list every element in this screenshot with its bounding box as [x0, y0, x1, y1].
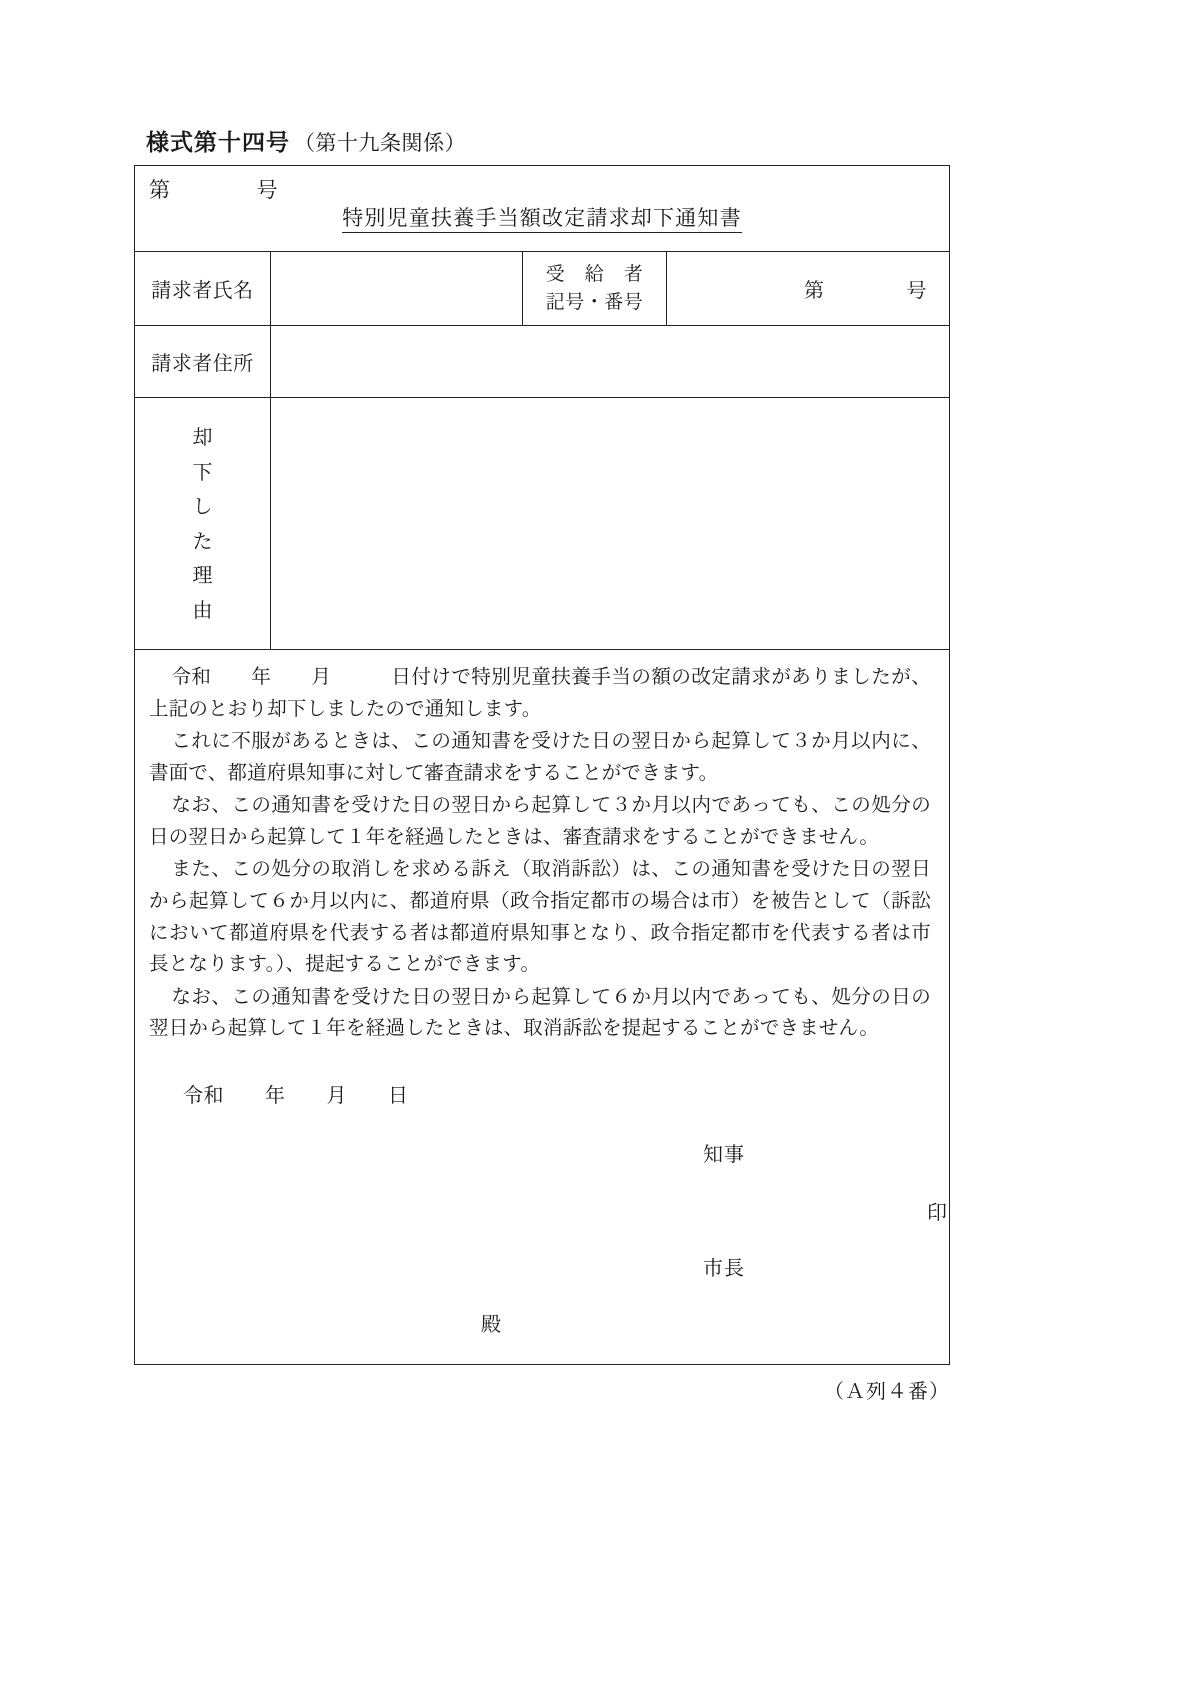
notice-paragraph-1: 令和 年 月 日付けで特別児童扶養手当の額の改定請求がありましたが、上記のとおり却下しましたので通知します。: [149, 667, 931, 720]
document-title-text: 特別児童扶養手当額改定請求却下通知書: [342, 206, 742, 233]
signature-block: [149, 1134, 947, 1364]
claimant-name-label: 請求者氏名: [135, 252, 271, 325]
notice-paragraph-3: なお、この通知書を受けた日の翌日から起算して３か月以内であっても、この処分の日の翌日から起算して１年を経過したときは、審査請求をすることができません。: [149, 795, 931, 848]
article-reference-label: （第十九条関係）: [294, 131, 466, 155]
notice-body: [135, 650, 949, 1364]
rejection-reason-label: [135, 398, 271, 649]
title-row: [135, 166, 949, 252]
notice-paragraph-2: これに不服があるときは、この通知書を受けた日の翌日から起算して３か月以内に、書面で、都道府県知事に対して審査請求をすることができます。: [149, 731, 931, 784]
recipient-label-line1: 受 給 者: [545, 263, 644, 285]
claimant-address-row: [135, 326, 949, 398]
rejection-reason-input[interactable]: [271, 398, 949, 649]
claimant-address-label: 請求者住所: [135, 326, 271, 397]
governor-title-label: 知事: [703, 1143, 745, 1166]
claimant-name-input[interactable]: [271, 252, 523, 325]
form-number-label: 様式第十四号: [146, 130, 290, 155]
recipient-number-input[interactable]: 第 号: [804, 280, 927, 302]
reason-label-char-4: 理: [192, 565, 213, 588]
reason-label-char-2: し: [192, 496, 213, 519]
notice-paragraph-5: なお、この通知書を受けた日の翌日から起算して６か月以内であっても、処分の日の翌日から起算して１年を経過したときは、取消訴訟を提起することができません。: [149, 986, 931, 1040]
paper-size-note: （Ａ列４番）: [824, 1381, 950, 1403]
recipient-number-label: [523, 252, 667, 325]
claimant-name-row: [135, 252, 949, 326]
recipient-label-line2: 記号・番号: [545, 291, 644, 313]
rejection-reason-row: [135, 398, 949, 650]
reason-label-char-3: た: [192, 530, 213, 553]
notice-paragraph-4: また、この処分の取消しを求める訴え（取消訴訟）は、この通知書を受けた日の翌日から起算して６か月以内に、都道府県（政令指定都市の場合は市）を被告として（訴訟において都道府県を代表する者は都道府県知事となり、政令指定都市を代表する者は市長となります。）、提起することができます。: [149, 859, 931, 976]
issue-date-field[interactable]: 令和 年 月 日: [183, 1084, 409, 1107]
reason-label-char-5: 由: [192, 599, 213, 622]
form-frame: [134, 165, 950, 1365]
addressee-honorific-label: 殿: [481, 1313, 501, 1336]
form-header: [146, 131, 466, 154]
claimant-address-input[interactable]: [271, 326, 949, 397]
reason-label-char-1: 下: [192, 461, 213, 484]
seal-icon: 印: [927, 1201, 947, 1224]
mayor-title-label: 市長: [703, 1257, 745, 1280]
document-number-field[interactable]: 第 号: [149, 178, 278, 202]
page-title: [135, 202, 949, 232]
reason-label-char-0: 却: [192, 427, 213, 450]
